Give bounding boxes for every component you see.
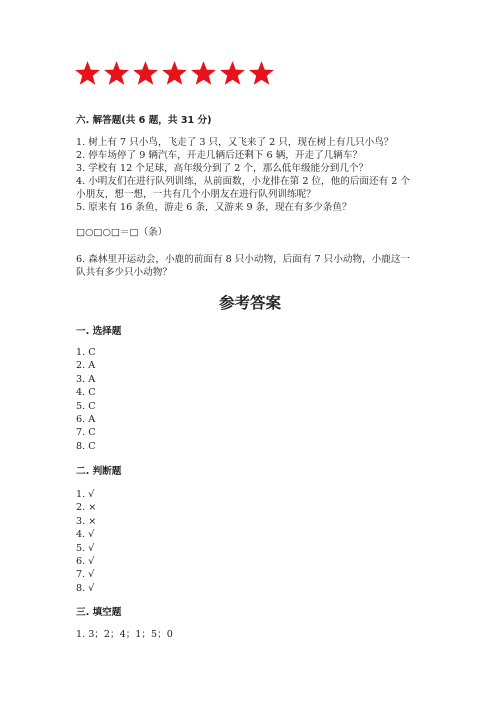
choice-answer-list [76, 346, 96, 453]
section-title: 六. 解答题(共 6 题，共 31 分) [76, 115, 212, 126]
list-item: 1. √ [76, 489, 95, 500]
list-item: 1. C [76, 347, 96, 358]
list-item: 7. C [76, 427, 96, 439]
star-icon [219, 60, 246, 87]
question-2: 2. 停车场停了 9 辆汽车，开走几辆后还剩下 6 辆，开走了几辆车？ [76, 150, 363, 161]
list-item: 2. × [76, 502, 97, 514]
list-item: 6. A [76, 414, 96, 426]
list-item: 1. 3；2；4；1；5；0 [76, 629, 173, 640]
judge-answer-list [76, 488, 96, 595]
answer-formula: □○□○□＝□（条） [76, 227, 168, 238]
choice-section-title: 一. 选择题 [76, 326, 122, 337]
list-item: 3. × [76, 515, 97, 527]
list-item: 4. C [76, 387, 96, 399]
list-item: 6. √ [76, 556, 95, 568]
list-item: 3. A [76, 373, 96, 385]
answer-key-title: 参考答案 [218, 294, 281, 312]
fill-section-title: 三. 填空题 [76, 607, 122, 618]
fill-answer-list [76, 628, 173, 641]
question-5: 5. 原来有 16 条鱼，游走 6 条，又游来 9 条，现在有多少条鱼？ [76, 202, 352, 213]
question-6-line-1: 6. 森林里开运动会，小鹿的前面有 8 只小动物，后面有 7 只小动物，小鹿这一 [76, 254, 411, 265]
list-item: 4. √ [76, 529, 95, 541]
star-icon [161, 60, 188, 87]
judge-section-title: 二. 判断题 [76, 466, 122, 477]
list-item: 5. C [76, 400, 96, 412]
star-icon [74, 60, 101, 87]
list-item: 8. √ [76, 582, 95, 594]
star-icon [248, 60, 275, 87]
star-rating [74, 60, 275, 87]
question-1: 1. 树上有 7 只小鸟，飞走了 3 只，又飞来了 2 只，现在树上有几只小鸟？ [76, 137, 394, 148]
list-item: 5. √ [76, 542, 95, 554]
star-icon [103, 60, 130, 87]
question-4-line-1: 4. 小明友们在进行队列训练，从前面数，小龙排在第 2 位，他的后面还有 2 个 [76, 176, 411, 187]
question-6-line-2: 队共有多少只小动物？ [76, 267, 172, 278]
star-icon [132, 60, 159, 87]
list-item: 2. A [76, 360, 96, 372]
star-icon [190, 60, 217, 87]
list-item: 8. C [76, 440, 96, 452]
question-3: 3. 学校有 12 个足球，高年级分到了 2 个，那么低年级能分到几个？ [76, 163, 369, 174]
list-item: 7. √ [76, 569, 95, 581]
question-4-line-2: 小朋友，想一想，一共有几个小朋友在进行队列训练呢？ [76, 189, 316, 200]
